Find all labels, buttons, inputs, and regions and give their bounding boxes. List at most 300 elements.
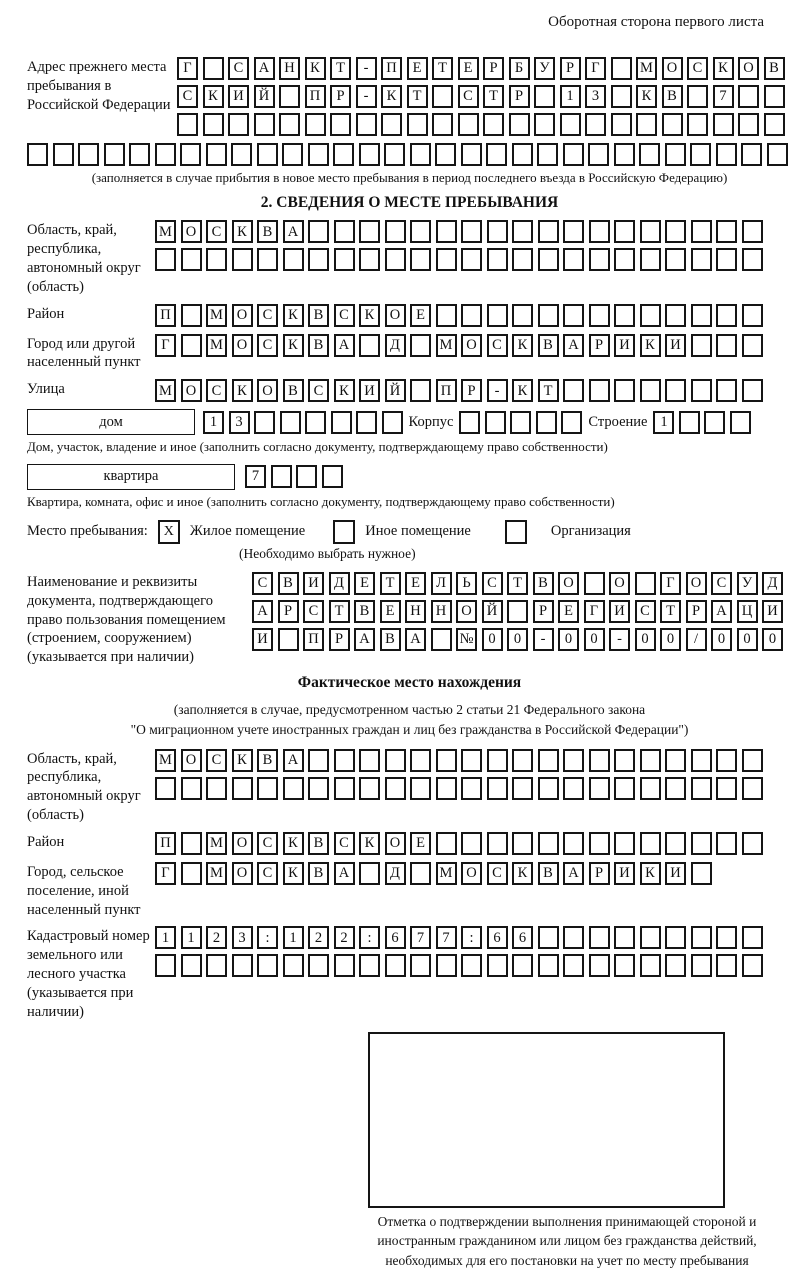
- char-cell[interactable]: [640, 248, 661, 271]
- char-cell[interactable]: [538, 749, 559, 772]
- char-cell[interactable]: [359, 143, 380, 166]
- char-cell[interactable]: М: [636, 57, 657, 80]
- char-cell[interactable]: [486, 143, 507, 166]
- char-cell[interactable]: [155, 777, 176, 800]
- char-cell[interactable]: В: [308, 304, 329, 327]
- char-cell[interactable]: [538, 220, 559, 243]
- char-cell[interactable]: [614, 777, 635, 800]
- char-cell[interactable]: [614, 220, 635, 243]
- char-cell[interactable]: В: [308, 832, 329, 855]
- char-cell[interactable]: Т: [432, 57, 453, 80]
- char-cell[interactable]: Т: [660, 600, 681, 623]
- char-cell[interactable]: П: [155, 304, 176, 327]
- char-cell[interactable]: [155, 143, 176, 166]
- char-cell[interactable]: [385, 777, 406, 800]
- char-cell[interactable]: [665, 248, 686, 271]
- char-cell[interactable]: [104, 143, 125, 166]
- char-cell[interactable]: [742, 379, 763, 402]
- char-cell[interactable]: [538, 832, 559, 855]
- char-cell[interactable]: М: [155, 379, 176, 402]
- char-cell[interactable]: И: [228, 85, 249, 108]
- char-cell[interactable]: [296, 465, 317, 488]
- char-cell[interactable]: К: [283, 862, 304, 885]
- char-cell[interactable]: [331, 411, 352, 434]
- char-cell[interactable]: [180, 143, 201, 166]
- char-cell[interactable]: [679, 411, 700, 434]
- char-cell[interactable]: С: [334, 832, 355, 855]
- char-cell[interactable]: К: [283, 304, 304, 327]
- char-cell[interactable]: С: [334, 304, 355, 327]
- char-cell[interactable]: [257, 248, 278, 271]
- char-cell[interactable]: Т: [330, 57, 351, 80]
- char-cell[interactable]: Н: [431, 600, 452, 623]
- char-cell[interactable]: 0: [635, 628, 656, 651]
- char-cell[interactable]: [665, 220, 686, 243]
- char-cell[interactable]: 1: [203, 411, 224, 434]
- char-cell[interactable]: Р: [278, 600, 299, 623]
- char-cell[interactable]: [461, 832, 482, 855]
- char-cell[interactable]: [716, 832, 737, 855]
- char-cell[interactable]: [716, 379, 737, 402]
- stay-option-residential-checkbox[interactable]: X: [158, 520, 180, 544]
- char-cell[interactable]: [257, 777, 278, 800]
- char-cell[interactable]: -: [487, 379, 508, 402]
- char-cell[interactable]: И: [762, 600, 783, 623]
- char-cell[interactable]: [487, 777, 508, 800]
- char-cell[interactable]: [461, 304, 482, 327]
- char-cell[interactable]: И: [359, 379, 380, 402]
- char-cell[interactable]: Е: [407, 57, 428, 80]
- char-cell[interactable]: [563, 954, 584, 977]
- char-cell[interactable]: [537, 143, 558, 166]
- char-cell[interactable]: [461, 143, 482, 166]
- char-cell[interactable]: [461, 248, 482, 271]
- char-cell[interactable]: [691, 334, 712, 357]
- char-cell[interactable]: М: [206, 304, 227, 327]
- char-cell[interactable]: [614, 832, 635, 855]
- char-cell[interactable]: [271, 465, 292, 488]
- char-cell[interactable]: [410, 334, 431, 357]
- char-cell[interactable]: [538, 777, 559, 800]
- char-cell[interactable]: В: [764, 57, 785, 80]
- char-cell[interactable]: [563, 749, 584, 772]
- char-cell[interactable]: К: [640, 334, 661, 357]
- char-cell[interactable]: [640, 220, 661, 243]
- char-cell[interactable]: 0: [558, 628, 579, 651]
- char-cell[interactable]: С: [257, 832, 278, 855]
- char-cell[interactable]: -: [356, 85, 377, 108]
- char-cell[interactable]: [691, 304, 712, 327]
- char-cell[interactable]: [716, 334, 737, 357]
- char-cell[interactable]: [203, 113, 224, 136]
- char-cell[interactable]: О: [181, 749, 202, 772]
- char-cell[interactable]: [385, 220, 406, 243]
- char-cell[interactable]: Л: [431, 572, 452, 595]
- char-cell[interactable]: [181, 832, 202, 855]
- char-cell[interactable]: 2: [308, 926, 329, 949]
- char-cell[interactable]: [691, 220, 712, 243]
- char-cell[interactable]: [614, 248, 635, 271]
- char-cell[interactable]: К: [305, 57, 326, 80]
- char-cell[interactable]: К: [713, 57, 734, 80]
- char-cell[interactable]: [563, 926, 584, 949]
- char-cell[interactable]: [534, 85, 555, 108]
- char-cell[interactable]: М: [206, 862, 227, 885]
- char-cell[interactable]: О: [609, 572, 630, 595]
- char-cell[interactable]: [687, 113, 708, 136]
- char-cell[interactable]: [356, 113, 377, 136]
- char-cell[interactable]: 7: [436, 926, 457, 949]
- char-cell[interactable]: [640, 777, 661, 800]
- char-cell[interactable]: [767, 143, 788, 166]
- char-cell[interactable]: А: [563, 334, 584, 357]
- char-cell[interactable]: [410, 777, 431, 800]
- char-cell[interactable]: 0: [584, 628, 605, 651]
- char-cell[interactable]: [716, 749, 737, 772]
- char-cell[interactable]: [78, 143, 99, 166]
- char-cell[interactable]: Ь: [456, 572, 477, 595]
- char-cell[interactable]: [510, 411, 531, 434]
- char-cell[interactable]: [691, 777, 712, 800]
- char-cell[interactable]: [410, 248, 431, 271]
- char-cell[interactable]: [614, 926, 635, 949]
- char-cell[interactable]: :: [461, 926, 482, 949]
- char-cell[interactable]: Т: [407, 85, 428, 108]
- char-cell[interactable]: С: [687, 57, 708, 80]
- char-cell[interactable]: -: [609, 628, 630, 651]
- char-cell[interactable]: К: [203, 85, 224, 108]
- char-cell[interactable]: [585, 113, 606, 136]
- char-cell[interactable]: [512, 832, 533, 855]
- char-cell[interactable]: [611, 113, 632, 136]
- char-cell[interactable]: А: [334, 334, 355, 357]
- char-cell[interactable]: [308, 220, 329, 243]
- char-cell[interactable]: Г: [585, 57, 606, 80]
- char-cell[interactable]: [334, 248, 355, 271]
- char-cell[interactable]: [640, 304, 661, 327]
- char-cell[interactable]: А: [334, 862, 355, 885]
- char-cell[interactable]: [461, 749, 482, 772]
- char-cell[interactable]: 0: [507, 628, 528, 651]
- char-cell[interactable]: К: [512, 379, 533, 402]
- char-cell[interactable]: Р: [483, 57, 504, 80]
- char-cell[interactable]: [359, 334, 380, 357]
- char-cell[interactable]: В: [308, 862, 329, 885]
- char-cell[interactable]: 6: [385, 926, 406, 949]
- char-cell[interactable]: [330, 113, 351, 136]
- char-cell[interactable]: [691, 832, 712, 855]
- char-cell[interactable]: Б: [509, 57, 530, 80]
- char-cell[interactable]: С: [252, 572, 273, 595]
- char-cell[interactable]: [512, 248, 533, 271]
- char-cell[interactable]: [487, 220, 508, 243]
- char-cell[interactable]: [764, 113, 785, 136]
- char-cell[interactable]: [561, 411, 582, 434]
- char-cell[interactable]: [232, 954, 253, 977]
- char-cell[interactable]: [181, 862, 202, 885]
- char-cell[interactable]: Р: [533, 600, 554, 623]
- char-cell[interactable]: :: [359, 926, 380, 949]
- char-cell[interactable]: [640, 954, 661, 977]
- char-cell[interactable]: [206, 143, 227, 166]
- char-cell[interactable]: Т: [507, 572, 528, 595]
- char-cell[interactable]: [589, 954, 610, 977]
- char-cell[interactable]: [742, 220, 763, 243]
- char-cell[interactable]: [206, 248, 227, 271]
- char-cell[interactable]: [635, 572, 656, 595]
- char-cell[interactable]: [563, 832, 584, 855]
- char-cell[interactable]: Й: [482, 600, 503, 623]
- char-cell[interactable]: В: [278, 572, 299, 595]
- char-cell[interactable]: [509, 113, 530, 136]
- char-cell[interactable]: 0: [737, 628, 758, 651]
- char-cell[interactable]: И: [665, 862, 686, 885]
- char-cell[interactable]: О: [461, 862, 482, 885]
- char-cell[interactable]: [563, 379, 584, 402]
- char-cell[interactable]: 7: [245, 465, 266, 488]
- char-cell[interactable]: [334, 749, 355, 772]
- char-cell[interactable]: [538, 926, 559, 949]
- char-cell[interactable]: [308, 954, 329, 977]
- char-cell[interactable]: [254, 411, 275, 434]
- char-cell[interactable]: [181, 304, 202, 327]
- char-cell[interactable]: [407, 113, 428, 136]
- char-cell[interactable]: [181, 248, 202, 271]
- char-cell[interactable]: [534, 113, 555, 136]
- char-cell[interactable]: О: [461, 334, 482, 357]
- char-cell[interactable]: И: [614, 334, 635, 357]
- char-cell[interactable]: [436, 777, 457, 800]
- char-cell[interactable]: [742, 926, 763, 949]
- char-cell[interactable]: У: [534, 57, 555, 80]
- char-cell[interactable]: [742, 334, 763, 357]
- char-cell[interactable]: [359, 220, 380, 243]
- char-cell[interactable]: В: [662, 85, 683, 108]
- char-cell[interactable]: [129, 143, 150, 166]
- char-cell[interactable]: [280, 411, 301, 434]
- char-cell[interactable]: Т: [380, 572, 401, 595]
- char-cell[interactable]: 2: [334, 926, 355, 949]
- char-cell[interactable]: П: [155, 832, 176, 855]
- char-cell[interactable]: [436, 954, 457, 977]
- char-cell[interactable]: Ц: [737, 600, 758, 623]
- char-cell[interactable]: Й: [254, 85, 275, 108]
- char-cell[interactable]: [716, 777, 737, 800]
- char-cell[interactable]: [359, 749, 380, 772]
- char-cell[interactable]: С: [257, 862, 278, 885]
- char-cell[interactable]: И: [665, 334, 686, 357]
- char-cell[interactable]: [716, 143, 737, 166]
- char-cell[interactable]: [611, 85, 632, 108]
- char-cell[interactable]: О: [232, 862, 253, 885]
- char-cell[interactable]: Р: [589, 334, 610, 357]
- char-cell[interactable]: [155, 954, 176, 977]
- char-cell[interactable]: [691, 954, 712, 977]
- char-cell[interactable]: [381, 113, 402, 136]
- char-cell[interactable]: [665, 954, 686, 977]
- char-cell[interactable]: С: [487, 334, 508, 357]
- char-cell[interactable]: [487, 248, 508, 271]
- char-cell[interactable]: Р: [461, 379, 482, 402]
- char-cell[interactable]: В: [354, 600, 375, 623]
- char-cell[interactable]: И: [303, 572, 324, 595]
- char-cell[interactable]: [614, 954, 635, 977]
- char-cell[interactable]: [385, 749, 406, 772]
- char-cell[interactable]: [512, 749, 533, 772]
- char-cell[interactable]: [563, 248, 584, 271]
- char-cell[interactable]: 0: [482, 628, 503, 651]
- char-cell[interactable]: [308, 248, 329, 271]
- char-cell[interactable]: [322, 465, 343, 488]
- char-cell[interactable]: [588, 143, 609, 166]
- char-cell[interactable]: [742, 749, 763, 772]
- char-cell[interactable]: [589, 832, 610, 855]
- char-cell[interactable]: [279, 113, 300, 136]
- char-cell[interactable]: В: [283, 379, 304, 402]
- char-cell[interactable]: О: [232, 334, 253, 357]
- char-cell[interactable]: Е: [458, 57, 479, 80]
- char-cell[interactable]: [640, 749, 661, 772]
- char-cell[interactable]: [483, 113, 504, 136]
- char-cell[interactable]: Р: [686, 600, 707, 623]
- char-cell[interactable]: М: [206, 832, 227, 855]
- char-cell[interactable]: Д: [762, 572, 783, 595]
- char-cell[interactable]: А: [283, 220, 304, 243]
- char-cell[interactable]: П: [305, 85, 326, 108]
- char-cell[interactable]: А: [252, 600, 273, 623]
- char-cell[interactable]: [181, 954, 202, 977]
- char-cell[interactable]: В: [538, 862, 559, 885]
- char-cell[interactable]: А: [711, 600, 732, 623]
- char-cell[interactable]: И: [614, 862, 635, 885]
- char-cell[interactable]: [742, 248, 763, 271]
- char-cell[interactable]: [410, 862, 431, 885]
- char-cell[interactable]: [461, 954, 482, 977]
- char-cell[interactable]: С: [206, 379, 227, 402]
- char-cell[interactable]: [738, 85, 759, 108]
- char-cell[interactable]: [563, 143, 584, 166]
- char-cell[interactable]: [487, 832, 508, 855]
- char-cell[interactable]: В: [257, 220, 278, 243]
- char-cell[interactable]: О: [662, 57, 683, 80]
- char-cell[interactable]: /: [686, 628, 707, 651]
- char-cell[interactable]: №: [456, 628, 477, 651]
- char-cell[interactable]: [384, 143, 405, 166]
- char-cell[interactable]: К: [283, 334, 304, 357]
- char-cell[interactable]: [589, 749, 610, 772]
- char-cell[interactable]: [155, 248, 176, 271]
- char-cell[interactable]: В: [257, 749, 278, 772]
- char-cell[interactable]: [665, 379, 686, 402]
- char-cell[interactable]: [665, 749, 686, 772]
- char-cell[interactable]: [283, 777, 304, 800]
- char-cell[interactable]: [536, 411, 557, 434]
- char-cell[interactable]: [665, 304, 686, 327]
- char-cell[interactable]: [512, 954, 533, 977]
- char-cell[interactable]: [257, 954, 278, 977]
- char-cell[interactable]: [636, 113, 657, 136]
- char-cell[interactable]: 2: [206, 926, 227, 949]
- char-cell[interactable]: С: [711, 572, 732, 595]
- char-cell[interactable]: [589, 248, 610, 271]
- char-cell[interactable]: О: [257, 379, 278, 402]
- char-cell[interactable]: О: [738, 57, 759, 80]
- char-cell[interactable]: [691, 749, 712, 772]
- char-cell[interactable]: [410, 220, 431, 243]
- char-cell[interactable]: [279, 85, 300, 108]
- char-cell[interactable]: [742, 304, 763, 327]
- char-cell[interactable]: [436, 304, 457, 327]
- char-cell[interactable]: [560, 113, 581, 136]
- char-cell[interactable]: Р: [329, 628, 350, 651]
- char-cell[interactable]: С: [206, 749, 227, 772]
- char-cell[interactable]: 6: [487, 926, 508, 949]
- char-cell[interactable]: К: [359, 304, 380, 327]
- char-cell[interactable]: Т: [329, 600, 350, 623]
- char-cell[interactable]: Е: [410, 832, 431, 855]
- char-cell[interactable]: К: [381, 85, 402, 108]
- char-cell[interactable]: [232, 777, 253, 800]
- char-cell[interactable]: С: [177, 85, 198, 108]
- char-cell[interactable]: [231, 143, 252, 166]
- char-cell[interactable]: [282, 143, 303, 166]
- char-cell[interactable]: В: [533, 572, 554, 595]
- char-cell[interactable]: [305, 113, 326, 136]
- char-cell[interactable]: [589, 777, 610, 800]
- char-cell[interactable]: Е: [558, 600, 579, 623]
- char-cell[interactable]: [257, 143, 278, 166]
- char-cell[interactable]: [691, 379, 712, 402]
- char-cell[interactable]: [589, 926, 610, 949]
- char-cell[interactable]: К: [232, 220, 253, 243]
- char-cell[interactable]: С: [228, 57, 249, 80]
- char-cell[interactable]: К: [334, 379, 355, 402]
- char-cell[interactable]: [507, 600, 528, 623]
- char-cell[interactable]: [181, 777, 202, 800]
- char-cell[interactable]: [611, 57, 632, 80]
- char-cell[interactable]: [512, 304, 533, 327]
- char-cell[interactable]: М: [436, 334, 457, 357]
- char-cell[interactable]: [665, 926, 686, 949]
- char-cell[interactable]: [640, 926, 661, 949]
- char-cell[interactable]: [716, 220, 737, 243]
- char-cell[interactable]: [487, 954, 508, 977]
- char-cell[interactable]: [691, 862, 712, 885]
- char-cell[interactable]: [665, 832, 686, 855]
- char-cell[interactable]: С: [303, 600, 324, 623]
- char-cell[interactable]: [713, 113, 734, 136]
- char-cell[interactable]: М: [206, 334, 227, 357]
- char-cell[interactable]: О: [558, 572, 579, 595]
- char-cell[interactable]: [584, 572, 605, 595]
- char-cell[interactable]: Т: [483, 85, 504, 108]
- char-cell[interactable]: [382, 411, 403, 434]
- char-cell[interactable]: М: [155, 220, 176, 243]
- char-cell[interactable]: П: [303, 628, 324, 651]
- char-cell[interactable]: Н: [405, 600, 426, 623]
- char-cell[interactable]: [410, 143, 431, 166]
- char-cell[interactable]: С: [482, 572, 503, 595]
- char-cell[interactable]: П: [381, 57, 402, 80]
- char-cell[interactable]: В: [538, 334, 559, 357]
- char-cell[interactable]: [742, 832, 763, 855]
- char-cell[interactable]: [228, 113, 249, 136]
- char-cell[interactable]: В: [308, 334, 329, 357]
- stay-option-organization-checkbox[interactable]: [505, 520, 527, 544]
- char-cell[interactable]: [742, 954, 763, 977]
- char-cell[interactable]: [487, 304, 508, 327]
- char-cell[interactable]: [614, 143, 635, 166]
